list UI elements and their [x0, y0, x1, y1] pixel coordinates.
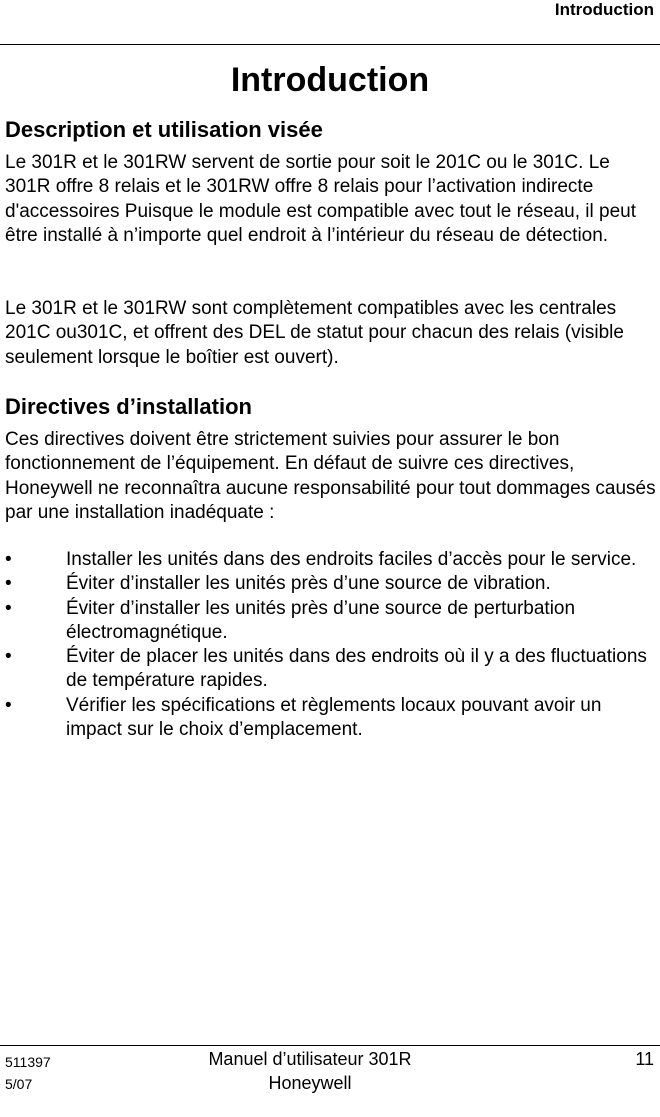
bullet-item	[5, 694, 657, 743]
bullet-item	[5, 645, 657, 694]
footer-date: 5/07	[5, 1076, 33, 1092]
bullet-text: Installer les unités dans des endroits faciles d’accès pour le service.	[66, 549, 637, 570]
section-heading-installation: Directives d’installation	[5, 394, 252, 419]
bullet-text: Éviter de placer les unités dans des endroits où il y a des fluctuations de température rapides.	[66, 646, 647, 692]
bullet-item	[5, 597, 657, 646]
footer-page-number: 11	[635, 1049, 654, 1069]
footer-manual-info	[0, 1047, 620, 1095]
bullet-icon: •	[5, 597, 12, 619]
bullet-item	[5, 572, 657, 596]
footer-company: Honeywell	[268, 1073, 352, 1093]
bullet-icon: •	[5, 549, 12, 570]
footer-doc-number: 511397	[5, 1054, 51, 1070]
description-paragraph-1: Le 301R et le 301RW servent de sortie pour soit le 201C ou le 301C. Le 301R offre 8 relais et le 301RW offre 8 relais pour l’activation indirecte d'accessoires Puisque le module est compatible avec tout le réseau, il peut être installé à n’importe quel endroit à l’intérieur du réseau de détection.	[5, 152, 636, 246]
bullet-text: Éviter d’installer les unités près d’une source de perturbation électromagnétique.	[66, 597, 576, 643]
bullet-item	[5, 548, 657, 572]
bullet-text: Éviter d’installer les unités près d’une source de vibration.	[66, 573, 551, 595]
running-header: Introduction	[554, 0, 654, 19]
footer-manual-title: Manuel d’utilisateur 301R	[208, 1049, 412, 1069]
description-paragraph-2: Le 301R et le 301RW sont complètement compatibles avec les centrales 201C ou301C, et offrent des DEL de statut pour chacun des relais (visible seulement lorsque le boîtier est ouvert).	[5, 298, 624, 368]
bullet-icon: •	[5, 573, 12, 595]
bullet-text: Vérifier les spécifications et règlements locaux pouvant avoir un impact sur le choix d’emplacement.	[66, 694, 602, 741]
header-rule	[0, 44, 660, 45]
page-title: Introduction	[230, 61, 430, 99]
bullet-icon: •	[5, 694, 12, 716]
installation-paragraph: Ces directives doivent être strictement suivies pour assurer le bon fonctionnement de l’équipement. En défaut de suivre ces directives, Honeywell ne reconnaîtra aucune responsabilité pour tout dommages causés par une installation inadéquate :	[5, 429, 656, 523]
footer-rule	[0, 1045, 660, 1046]
installation-bullet-list	[5, 548, 657, 742]
section-heading-description: Description et utilisation visée	[5, 117, 323, 142]
bullet-icon: •	[5, 646, 12, 668]
